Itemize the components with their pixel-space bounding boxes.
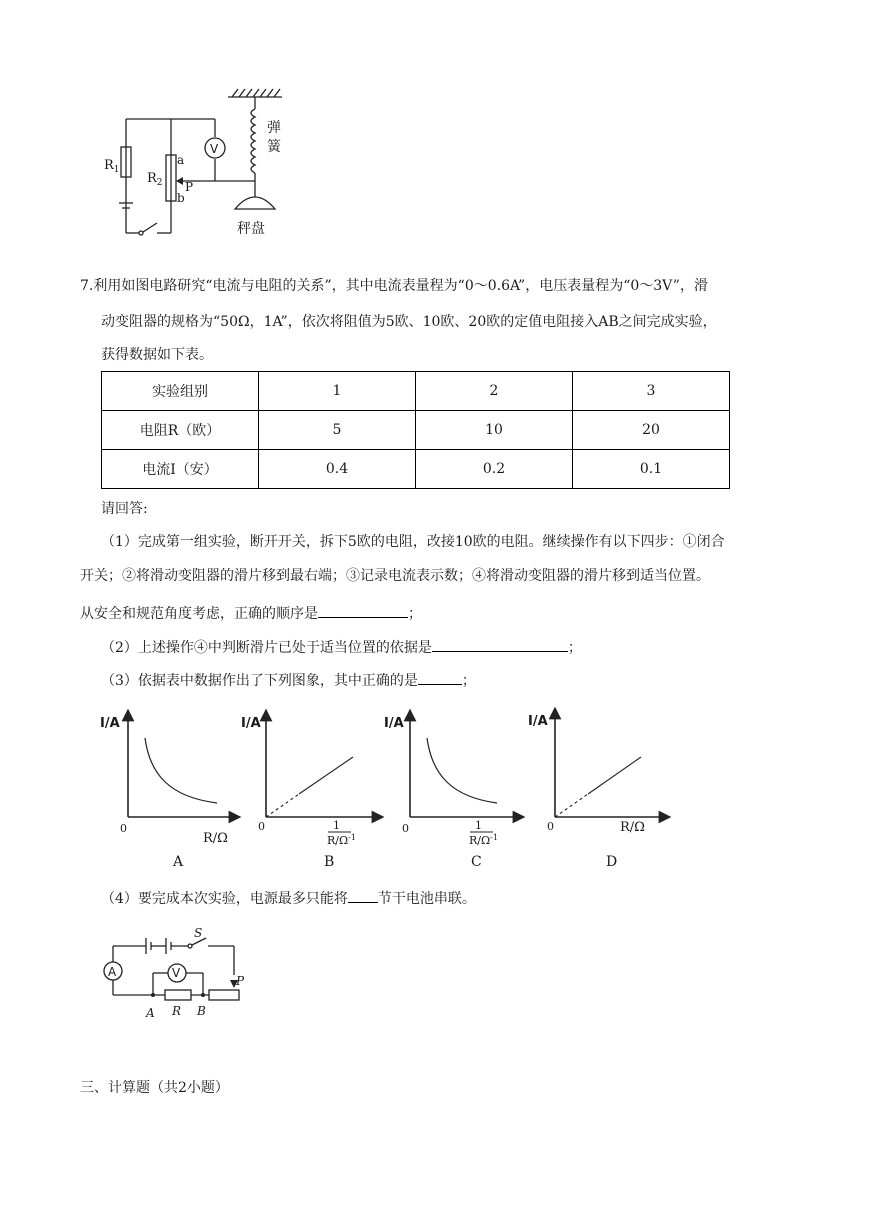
graph-b-xlabel-exp: -1: [348, 833, 356, 842]
graph-b-xlabel-den: R/Ω: [327, 834, 349, 847]
q1-text: 从安全和规范角度考虑，正确的顺序是: [80, 606, 318, 622]
table-cell: 0.4: [259, 450, 416, 489]
q1-end: ；: [408, 606, 422, 622]
point-b-label: b: [177, 191, 185, 205]
graph-c-label: C: [471, 854, 482, 870]
table-cell: 1: [259, 372, 416, 411]
q1-line-3: [80, 603, 422, 623]
switch-s-label: S: [194, 926, 203, 940]
data-table: [101, 371, 730, 489]
q7-line-1: 7.利用如图电路研究“电流与电阻的关系”，其中电流表量程为“0～0.6A”，电压表量程为“0～3V”，滑: [80, 278, 708, 294]
graph-c-xlabel-den: R/Ω: [469, 834, 491, 847]
graph-choices-figure: [95, 705, 695, 875]
graph-a-xlabel: R/Ω: [203, 831, 228, 846]
q7-line-2: 动变阻器的规格为“50Ω，1A”，依次将阻值为5欧、10欧、20欧的定值电阻接入AB之间完成实验，: [101, 314, 717, 330]
table-cell: 实验组别: [102, 372, 259, 411]
q3-line: [101, 670, 476, 690]
q2-line: [101, 637, 582, 657]
table-cell: 0.2: [416, 450, 573, 489]
graph-b-ylabel: I/A: [241, 716, 261, 731]
answer-prompt: 请回答:: [101, 501, 148, 517]
q3-text: （3）依据表中数据作出了下列图象，其中正确的是: [101, 673, 418, 689]
r1-label: R: [104, 158, 114, 173]
graph-a-origin: 0: [120, 822, 127, 835]
resistor-r-label: R: [172, 1004, 182, 1018]
q3-answer-blank[interactable]: [418, 670, 462, 685]
graph-a-ylabel: I/A: [100, 716, 120, 731]
point-b-label: B: [197, 1004, 206, 1018]
graph-c-origin: 0: [402, 822, 409, 835]
q2-answer-blank[interactable]: [432, 637, 568, 652]
table-row: [102, 411, 730, 450]
voltmeter-label: V: [210, 142, 219, 156]
ammeter-label: A: [108, 965, 117, 979]
r2-label: R: [147, 171, 157, 186]
graph-b-xlabel-num: 1: [333, 819, 340, 832]
spring-scale-circuit-figure: [95, 85, 310, 240]
slider-p-label: P: [236, 974, 245, 988]
graph-a-label: A: [173, 854, 184, 870]
graph-d-origin: 0: [547, 820, 554, 833]
graph-c-xlabel-num: 1: [475, 819, 482, 832]
section-3-heading: 三、计算题（共2小题）: [80, 1080, 229, 1096]
q2-end: ；: [567, 640, 582, 656]
spring-label-2: 簧: [267, 139, 281, 155]
graph-d-label: D: [606, 854, 618, 870]
point-a-label: A: [146, 1006, 155, 1020]
q4-text-b: 节干电池串联。: [377, 891, 476, 907]
r2-sub: 2: [156, 178, 163, 188]
q7-line-3: 获得数据如下表。: [101, 347, 213, 363]
svg-text:R/Ω-1: [327, 833, 356, 847]
q4-line: [101, 888, 476, 908]
r1-sub: 1: [113, 165, 120, 175]
graph-b-origin: 0: [258, 820, 265, 833]
table-cell: 10: [416, 411, 573, 450]
graph-c-ylabel: I/A: [384, 716, 404, 731]
table-cell: 0.1: [573, 450, 730, 489]
q2-text: （2）上述操作④中判断滑片已处于适当位置的依据是: [101, 640, 432, 656]
q4-answer-blank[interactable]: [348, 888, 378, 903]
table-cell: 20: [573, 411, 730, 450]
q1-line-1: （1）完成第一组实验，断开开关，拆下5欧的电阻，改接10欧的电阻。继续操作有以下四步：①闭合: [101, 534, 725, 550]
experiment-circuit-figure: [98, 925, 258, 1025]
table-cell: 电流I（安）: [102, 450, 259, 489]
slider-p-label: P: [185, 180, 194, 194]
svg-text:R/Ω-1: [469, 833, 498, 847]
point-a-label: a: [177, 153, 185, 167]
table-row: [102, 450, 730, 489]
svg-text:R2: [147, 171, 163, 188]
svg-text:R1: [104, 158, 120, 175]
graph-d-ylabel: I/A: [528, 714, 548, 729]
voltmeter-label: V: [172, 966, 181, 980]
table-cell: 3: [573, 372, 730, 411]
graph-c-xlabel-exp: -1: [490, 833, 498, 842]
graph-d-xlabel: R/Ω: [620, 820, 645, 835]
spring-label-1: 弹: [267, 120, 281, 136]
q1-answer-blank[interactable]: [318, 603, 408, 618]
graph-b-label: B: [324, 854, 335, 870]
q3-end: ；: [461, 673, 476, 689]
table-cell: 电阻R（欧）: [102, 411, 259, 450]
q1-line-2: 开关；②将滑动变阻器的滑片移到最右端；③记录电流表示数；④将滑动变阻器的滑片移到适当位置。: [80, 568, 710, 584]
pan-label: 秤盘: [237, 221, 265, 237]
q4-text-a: （4）要完成本次实验，电源最多只能将: [101, 891, 348, 907]
table-cell: 5: [259, 411, 416, 450]
table-cell: 2: [416, 372, 573, 411]
table-row: [102, 372, 730, 411]
